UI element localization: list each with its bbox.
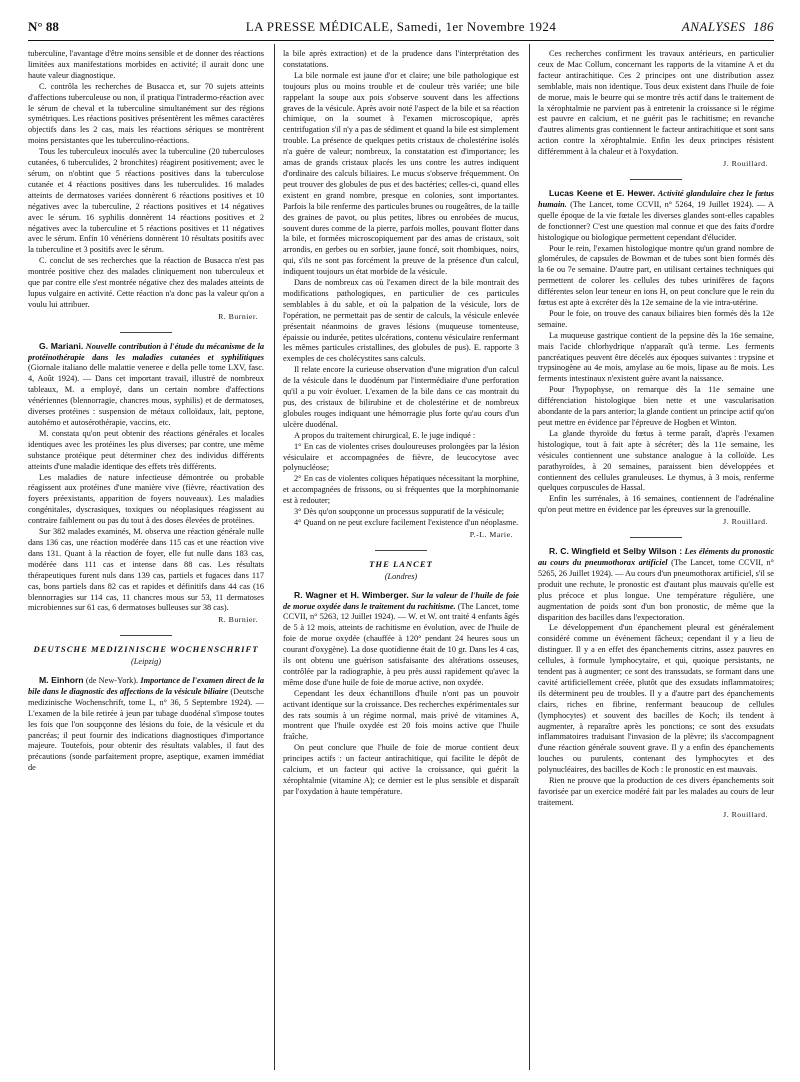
paragraph: M. constata qu'on peut obtenir des réactions générales et locales identiques avec les protéines les plus diverses; par contre, une même substance protéique peut déterminer chez des individus différents atteints d'une maladie identique des effets très différents.: [28, 428, 264, 471]
abstract-entry: [538, 546, 774, 623]
paragraph: Le développement d'un épanchement pleural est généralement considéré comme un événement fâcheux; cependant il y a lieu de distinguer. Il y a en effet des épanchements citrins, assez pauvres en cellules, à formule lymphocytaire, et qui, quoique persistants, ne tendent pas à augmenter; ce sont des transsudats, se formant dans une cavité artificiellement créée, plutôt que des exsudats inflammatoires; ils déterminent peu de troubles. Il y a d'autre part des épanchements clairs, riches en fibrine, renfermant beaucoup de cellules (lymphocytes) et souvent des bacilles de Koch; ils tendent à augmenter, à reparaître après les ponctions; ce sont des exsudats inflammatoires traduisant l'invasion de la plèvre; ils s'accompagnent d'une réaction générale souvent grave. Il y a enfin des épanchements louches ou purulents, contenant des lymphocytes et des polynucléaires, des bacilles de Koch : le pronostic en est mauvais.: [538, 623, 774, 775]
paragraph: Pour le rein, l'examen histologique montre qu'un grand nombre de glomérules, de capsules de Bowman et de tubes sont bien formés dès la 6e ou 7e semaine. D'autre part, en utilisant certaines techniques qui permettent de colorer les cellules des tubes urinifères de façons différentes selon leur teneur en ions H, on peut conclure que le rein du fœtus est apte à excréter dès la 12e semaine de la vie intra-utérine.: [538, 243, 774, 308]
paragraph: Rien ne prouve que la production de ces divers épanchements soit favorisée par un exercice modéré fait par les malades au cours de leur traitement.: [538, 776, 774, 807]
abstract-title: Sur la valeur de l'huile de foie de morue oxydée dans le traitement du rachitisme.: [283, 590, 519, 611]
list-item: 4° Quand on ne peut exclure facilement l'existence d'un néoplasme.: [294, 517, 519, 527]
author-signature: J. Rouillard.: [723, 159, 768, 169]
abstract-body: (The Lancet, tome CCVII, n° 5265, 26 Juillet 1924). — Au cours d'un pneumothorax artificiel, s'il se produit une rechute, le pronostic est d'autant plus mauvais qu'elle est plus précoce et plus longue. Une température régulière, une augmentation de poids sont d'un bon pronostic, de même que la disparition des bacilles dans l'expectoration.: [538, 557, 774, 622]
column-left: [28, 49, 264, 1071]
abstract-author: R. Wagner et H. Wimberger.: [294, 589, 409, 600]
abstract-author: G. Mariani.: [39, 340, 84, 351]
paragraph: Ces recherches confirment les travaux antérieurs, en particulier ceux de Mac Collum, concernant les rapports de la vitamine A et du facteur antirachitique. Ces 2 principes ont une distribution assez semblable, mais non identique. Tous deux existent dans l'huile de foie de morue, mais le beurre qui se montre très actif dans le traitement de la xérophtalmie ne parvient pas à entretenir la croissance si le régime est pauvre en calcium, et ne guérit pas le rachitisme; en revanche d'autres aliments gras contiennent le facteur antirachitique et sont sans action contre la xérophtalmie. Enfin les deux principes résistent différemment à la chaleur et à l'oxydation.: [538, 49, 774, 157]
abstract-title: Importance de l'examen direct de la bile dans le diagnostic des affections de la vésicule biliaire: [28, 676, 264, 696]
column-rule: [529, 44, 530, 1070]
column-rule: [274, 44, 275, 1070]
list-item: 2° En cas de violentes coliques hépatiques nécessitant la morphine, et accompagnées de frissons, ou si fréquentes que la morphinomanie est à redouter;: [283, 474, 519, 506]
journal-city: (Leipzig): [131, 657, 161, 667]
separator-rule: [630, 179, 682, 180]
paragraph: Enfin les surrénales, à 16 semaines, contiennent de l'adrénaline qu'on peut mettre en évidence par les épreuves sur la grenouille.: [538, 494, 774, 515]
author-signature: J. Rouillard.: [723, 517, 768, 527]
abstract-body: (The Lancet, tome CCVII, n° 5264, 19 Juillet 1924). — A quelle époque de la vie fœtale les diverses glandes sont-elles capables de fonctionner? C'est une question mal connue et que des faits d'ordre histologique ou biologique permettent cependant d'élucider.: [538, 199, 774, 242]
section-name: ANALYSES: [681, 19, 746, 34]
abstract-affiliation: (de New-York).: [85, 676, 139, 686]
column-middle: [283, 49, 519, 1071]
abstract-entry: [28, 341, 264, 429]
paragraph: Sur 382 malades examinés, M. observa une réaction générale nulle dans 136 cas, une réaction modérée dans 115 cas et une réaction vive dans 131. Quant à la réaction de foyer, elle fut nulle dans 183 cas, modérée dans 111 cas et intense dans 88 cas. Les résultats thérapeutiques furent nuls dans 139 cas, partiels et fugaces dans 117 cas, bons partiels dans 82 cas et rapides et définitifs dans 44 cas (16 blennorragies sur 114 cas, 11 chancres mous sur 53, 11 dermatoses microbiennes sur 61 cas, 6 dermatoses bulleuses sur 38 cas).: [28, 527, 264, 613]
separator-rule: [630, 537, 682, 538]
section-label: [682, 16, 774, 38]
abstract-title: Les éléments du pronostic au cours du pneumothorax artificiel: [538, 547, 774, 567]
column-right: [538, 49, 774, 1071]
paragraph: C. contrôla les recherches de Busacca et, sur 70 sujets atteints d'affections tuberculeuse ou non, il pratiqua l'intradermo-réaction avec le sérum de cheval et la tuberculine simultanément sur des régions symétriques. Les réactions positives présentèrent les mêmes caractères objectifs dans les 2 cas, mais les réactions sériques se montrèrent moins persistantes que les tuberculino-réactions.: [28, 81, 264, 146]
abstract-body: (Deutsche medizinische Wochenschrift, tome L, n° 36, 5 Septembre 1924). — L'examen de la bile retirée à jeun par tubage duodénal s'impose toutes les fois que l'on soupçonne des lésions du foie, de la vésicule et du pancréas; il peut fournir des indications diagnostiques d'importance majeure. Toutefois, pour obtenir des résultats valables, il faut des précautions (sonde parfaitement propre, aseptique, examen immédiat de: [28, 686, 264, 773]
abstract-author: Lucas Keene et E. Hewer.: [549, 187, 656, 198]
paragraph: A propos du traitement chirurgical, E. le juge indiqué :: [294, 430, 476, 440]
list-item: 1° En cas de violentes crises douloureuses prolongées par la lésion vésiculaire et accompagnées de fièvre, de leucocytose avec polynucléose;: [283, 441, 519, 473]
paragraph: La muqueuse gastrique contient de la pepsine dès la 16e semaine, mais l'acide chlorhydrique n'apparaît qu'à terme. Les ferments pancréatiques peuvent être décelés aux époques suivantes : trypsine et trypsinogène au 4e mois, amylase au 6e mois, lipase au 8e mois. Les ferments intestinaux n'existent guère avant la naissance.: [538, 330, 774, 384]
header-rule: [28, 40, 774, 41]
author-signature: R. Burnier.: [218, 311, 258, 321]
paragraph: Tous les tuberculeux inoculés avec la tuberculine (20 tuberculoses cutanées, 6 tuberculides, 2 bronchites) réagirent positivement; avec le sérum, on n'obtint que 5 réactions positives dans la tuberculose cutanée et 4 réactions positives dans les tuberculides. 16 malades atteints de dermatoses variées donnèrent 6 réactions positives et 10 négatives avec la tuberculine, 2 réactions positives et 14 négatives avec le sérum. 16 syphilis donnèrent 14 réactions positives et 2 négatives avec la tuberculine et 5 réactions positives et 11 négatives avec le sérum. Enfin 10 vénériens donnèrent 10 résultats positifs avec la tuberculine et 3 positifs avec le sérum.: [28, 147, 264, 255]
paragraph: Il relate encore la curieuse observation d'une migration d'un calcul de la vésicule dans le duodénum par l'intermédiaire d'une perforation qu'il a pu voir évoluer. L'examen de la bile dans ce cas montrait du pus, des cristaux de bilirubine et de cholestérine et de nombreux globules rouges indiquant une hémorragie plus forte qu'au cours d'un ulcère duodénal.: [283, 365, 519, 429]
page-number: 186: [753, 19, 774, 34]
abstract-title: Nouvelle contribution à l'étude du mécanisme de la protéinothérapie dans les maladies cutanées et syphilitiques: [28, 341, 264, 362]
paragraph: Pour le foie, on trouve des canaux biliaires bien formés dès la 12e semaine.: [538, 308, 774, 329]
abstract-entry: [28, 675, 264, 774]
paragraph: la bile après extraction) et de la prudence dans l'interprétation des constatations.: [283, 49, 519, 69]
separator-rule: [120, 635, 172, 636]
abstract-entry: [283, 590, 519, 689]
abstract-entry: [538, 188, 774, 244]
paragraph: La glande thyroïde du fœtus à terme paraît, d'après l'examen histologique, tout à fait apte à sécréter; dès la 11e semaine, les vésicules contiennent une substance analogue à la colloïde. Les parathyroïdes, à 20 semaines, paraissent bien développées et contiennent des cellules granuleuses. Le thymus, à 3 mois, renferme quelques corpuscules de Hassal.: [538, 428, 774, 493]
author-signature: P.-L. Marie.: [469, 529, 513, 539]
abstract-body: (The Lancet, tome CCVII, n° 5263, 12 Juillet 1924). — W. et W. ont traité 4 enfants âgés de 5 à 12 mois, atteints de rachitisme en évolution, avec de l'huile de foie de morue oxydée (chauffée à 120° pendant 24 heures sous un courant d'oxygène). La dose quotidienne était de 10 gr. Dans les 4 cas, ils ont obtenu une guérison satisfaisante des altérations osseuses, contrôlée par la radiographie, à peu près aussi rapidement qu'avec la même dose d'une huile de foie de morue active, non oxydée.: [283, 601, 519, 687]
paragraph: Pour l'hypophyse, on remarque dès la 11e semaine une différenciation histologique bien nette et une vascularisation abondante de la pars anterior; la glande contient un principe actif qu'on peut mettre en évidence par l'épreuve de Hogben et Winton.: [538, 385, 774, 427]
paragraph: tuberculine, l'avantage d'être moins sensible et de donner des réactions limitées aux manifestations morbides en activité; il aurait donc une haute valeur diagnostique.: [28, 49, 264, 80]
page-header: [28, 16, 774, 38]
abstract-author: R. C. Wingfield et Selby Wilson :: [549, 546, 683, 557]
list-item: 3° Dès qu'on soupçonne un processus suppuratif de la vésicule;: [294, 507, 505, 517]
paragraph: Les maladies de nature infectieuse démontrée ou probable réagissent aux protéines d'une manière vive (fièvre, réactivation des foyers préexistants, apparition de foyers nouveaux). Les maladies congénitales, dyscrasiques, toxiques ou néoplasiques réagissent au contraire faiblement ou pas du tout à des doses élevées de protéines.: [28, 472, 264, 526]
paragraph: On peut conclure que l'huile de foie de morue contient deux principes actifs : un facteur antirachitique, qui facilite le dépôt de calcium, et un facteur qui active la croissance, qui guérit la xérophtalmie (vitamine A); ce dernier est le plus sensible et disparaît par l'oxydation à haute température.: [283, 743, 519, 796]
author-signature: R. Burnier.: [218, 615, 258, 625]
journal-name: THE LANCET: [369, 558, 433, 569]
paragraph: La bile normale est jaune d'or et claire; une bile pathologique est toujours plus ou moins trouble et de couleur très variée; une bile rappelant la soupe aux pois s'observe souvent dans les affections graves de la vésicule. Après avoir noté l'aspect de la bile et sa réaction chimique, on la soumet à l'examen microscopique, après centrifugation s'il n'y a pas de sédiment et quand la bile est simplement trouble. La présence de quelques petits cristaux de cholestérine isolés n'a guère de valeur; nombreux, la constatation est d'importance; les amas de grands cristaux placés les uns contre les autres indiquent d'ordinaire des calculs biliaires. Le mucus s'observe fréquemment. On peut trouver des globules de pus et des bactéries; celles-ci, quand elles existent en grand nombre, presque en colonies, sont importantes. Parfois la bile renferme des particules brunes ou rougeâtres, de la taille des graines de pavot, ou plus petites, libres ou enrobées de mucus, souvent dures comme de la pierre, parfois molles, pouvant flotter dans la bile, et formées microscopiquement par des amas de cristaux, soit arrondis, en gerbes ou en sorbier, jaune foncé, soit rhombiques, noirs, qui, s'ils ne sont pas forcément la preuve de la présence d'un calcul, indiquent toujours un état morbide de la vésicule.: [283, 70, 519, 277]
abstract-title: Activité glandulaire chez le fœtus humain.: [538, 188, 774, 209]
abstract-author: M. Einhorn: [39, 675, 84, 686]
journal-city: (Londres): [384, 571, 418, 581]
separator-rule: [120, 332, 172, 333]
paragraph: Dans de nombreux cas où l'examen direct de la bile montrait des modifications pathologiques, en particulier de ces particules semblables à du sable, et où la palpation de la vésicule, lors de l'opération, ne permettait pas de sentir de calculs, la vésicule enlevée présentait néanmoins de graves lésions (muqueuse tomenteuse, épaissie ou indurée, petites ulcérations, contenu vésiculaire renfermant les mêmes particules cristallines, des globules de pus). E. rapporte 3 exemples de ces cholécystites sans calculs.: [283, 278, 519, 364]
author-signature: J. Rouillard.: [723, 809, 768, 819]
publication-title: LA PRESSE MÉDICALE, Samedi, 1er Novembre 1924: [245, 19, 557, 34]
paragraph: C. conclut de ses recherches que la réaction de Busacca n'est pas montrée positive chez des malades cliniquement non tuberculeux et que par contre elle s'est montrée négative chez des malades atteints de lupus vulgaire en activité. Cette réaction n'a donc pas la valeur qu'on a voulu lui attribuer.: [28, 256, 264, 309]
journal-name: DEUTSCHE MEDIZINISCHE WOCHENSCHRIFT: [33, 644, 259, 655]
abstract-body: (Giornale italiano delle malattie veneree e della pelle tome LXV, fasc. 4, Août 1924). — Dans cet important travail, illustré de nombreux tableaux, M. a employé, dans un certain nombre d'affections vénériennes (blennorragie, chancres mous, syphilis) et de dermatoses, diverses protéines : suspension de métaux colloïdaux, lait, peptone, autohémo et autosérothérapie, vaccins, etc.: [28, 363, 264, 427]
paragraph: Cependant les deux échantillons d'huile n'ont pas un pouvoir activant identique sur la croissance. Des recherches expérimentales sur des rats soumis à un régime normal, mais privé de vitamines A, montrent que l'huile oxydée est 20 fois moins active que l'huile fraîche.: [283, 688, 519, 742]
separator-rule: [375, 550, 427, 551]
issue-number: N° 88: [28, 19, 59, 34]
